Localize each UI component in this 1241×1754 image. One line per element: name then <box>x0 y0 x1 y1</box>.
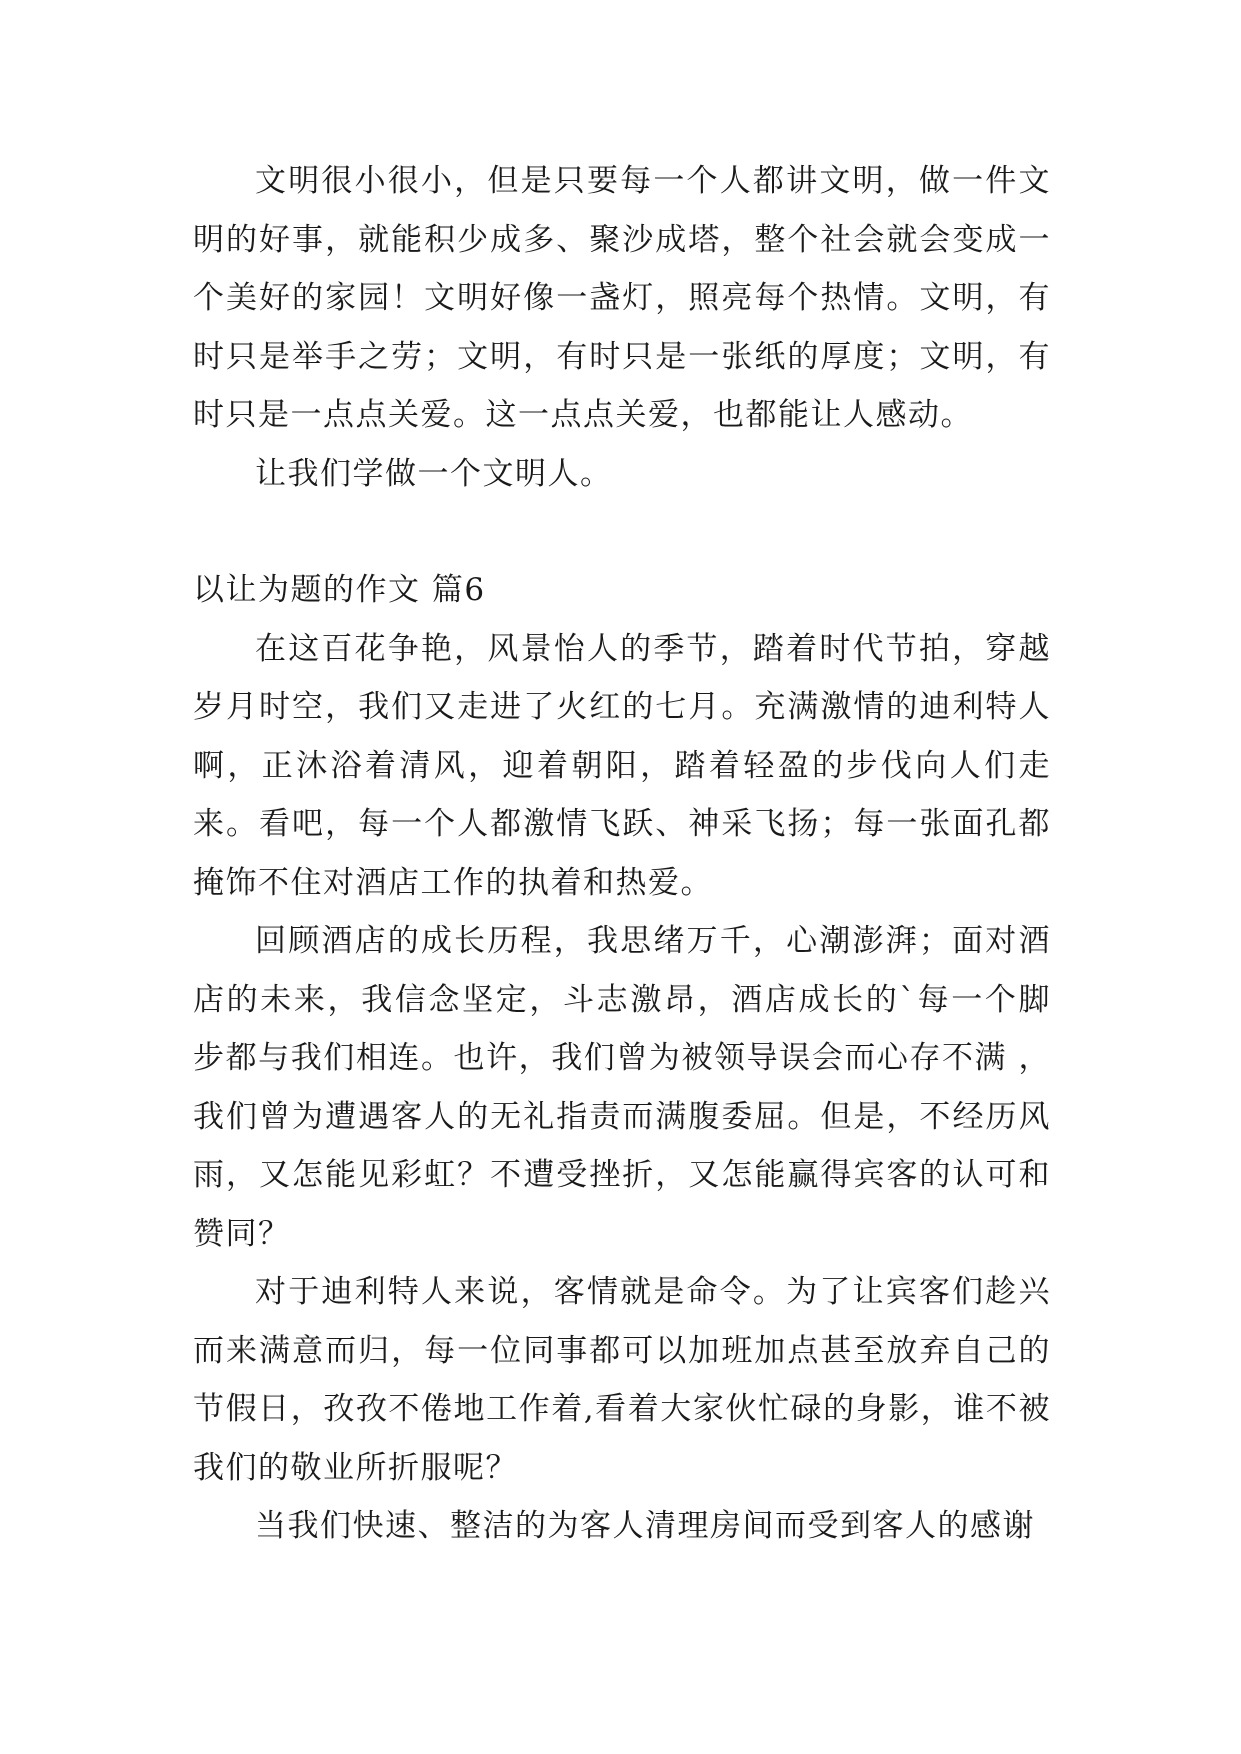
paragraph: 文明很小很小，但是只要每一个人都讲文明，做一件文明的好事，就能积少成多、聚沙成塔，整个社会就会变成一个美好的家园！文明好像一盏灯，照亮每个热情。文明，有时只是举手之劳；文明，有时只是一张纸的厚度；文明，有时只是一点点关爱。这一点点关爱，也都能让人感动。 <box>193 163 1051 433</box>
paragraph: 对于迪利特人来说，客情就是命令。为了让宾客们趁兴而来满意而归，每一位同事都可以加班加点甚至放弃自己的节假日，孜孜不倦地工作着,看着大家伙忙碌的身影，谁不被我们的敬业所折服呢？ <box>193 1274 1051 1486</box>
document-body <box>193 152 1051 1556</box>
paragraph: 在这百花争艳，风景怡人的季节，踏着时代节拍，穿越岁月时空，我们又走进了火红的七月。充满激情的迪利特人啊，正沐浴着清风，迎着朝阳，踏着轻盈的步伐向人们走来。看吧，每一个人都激情飞跃、神采飞扬；每一张面孔都掩饰不住对酒店工作的执着和热爱。 <box>193 630 1051 901</box>
paragraph: 当我们快速、整洁的为客人清理房间而受到客人的感谢 <box>255 1508 1035 1544</box>
section-heading: 以让为题的作文 篇6 <box>193 572 486 608</box>
paragraph: 回顾酒店的成长历程，我思绪万千，心潮澎湃；面对酒店的未来，我信念坚定，斗志激昂，酒店成长的`每一个脚步都与我们相连。也许，我们曾为被领导误会而心存不满 ，我们曾为遭遇客人的无礼指责而满腹委屈。但是，不经历风雨，又怎能见彩虹？不遭受挫折，又怎能赢得宾客的认可和赞同？ <box>193 923 1051 1252</box>
paragraph: 让我们学做一个文明人。 <box>255 455 613 492</box>
